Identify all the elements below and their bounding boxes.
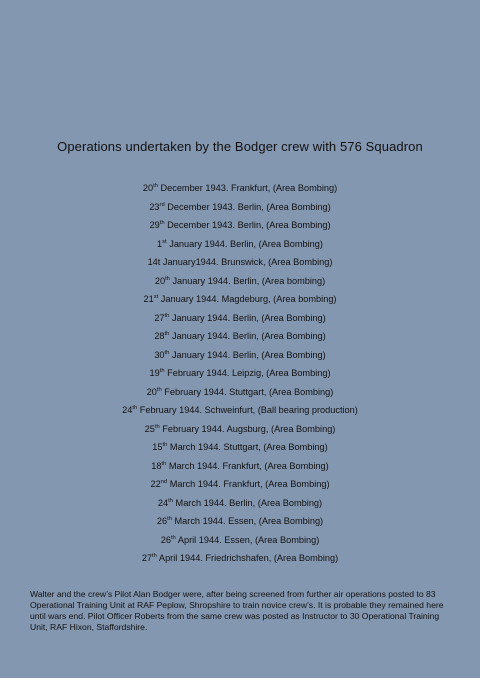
operation-item <box>0 383 480 402</box>
closing-paragraph: Walter and the crew’s Pilot Alan Bodger were, after being screened from further air operations posted to 83 Operational Training Unit at RAF Peplow, Shropshire to train novice crew’s. It is probable they remained here until wars end. Pilot Officer Roberts from the same crew was posted as Instructor to 30 Operational Training Unit, RAF Hixon, Staffordshire. <box>30 588 444 632</box>
operation-day-suffix: th <box>152 552 157 559</box>
operation-details: December 1943. Berlin, (Area Bombing) <box>164 220 331 230</box>
operation-details: March 1944. Frankfurt, (Area Bombing) <box>166 460 329 471</box>
operation-day-suffix: th <box>164 330 170 337</box>
operation-details: January 1944. Berlin, (Area bombing) <box>169 275 326 286</box>
operation-item <box>0 549 480 568</box>
operation-item <box>0 272 480 291</box>
operation-item <box>0 531 480 550</box>
operation-day: 24 <box>122 405 133 415</box>
operation-details: March 1944. Essen, (Area Bombing) <box>171 516 324 526</box>
operation-day-suffix: rd <box>159 201 165 208</box>
operation-item <box>0 420 480 439</box>
operation-day-suffix: th <box>156 386 162 393</box>
operation-item <box>0 327 480 346</box>
operation-details: February 1944. Augsburg, (Area Bombing) <box>159 423 336 434</box>
operation-day: 20 <box>146 386 157 397</box>
operation-day-suffix: th <box>162 441 168 448</box>
operation-day-suffix: th <box>164 349 170 356</box>
operation-day: 1 <box>157 238 163 249</box>
operation-day: 25 <box>144 423 155 434</box>
operation-day: 28 <box>154 331 165 341</box>
operation-item <box>0 494 480 513</box>
operation-day-suffix: th <box>161 460 167 467</box>
operation-item <box>0 216 480 235</box>
operation-day: 26 <box>156 516 168 526</box>
operation-item <box>0 235 480 254</box>
operation-item <box>0 253 480 272</box>
operation-details: April 1944. Essen, (Area Bombing) <box>175 534 320 545</box>
operation-day-suffix: nd <box>160 478 168 485</box>
operation-details: January 1944. Berlin, (Area Bombing) <box>169 312 326 323</box>
operation-day: 24 <box>157 497 169 508</box>
operation-day: 18 <box>151 460 162 471</box>
operation-details: January 1944. Magdeburg, (Area bombing) <box>158 294 337 304</box>
operation-day-suffix: th <box>168 497 173 504</box>
operation-day: 30 <box>154 349 165 360</box>
operation-day: 23 <box>149 201 160 212</box>
operation-details: January 1944. Berlin, (Area Bombing) <box>169 349 326 360</box>
operation-item <box>0 290 480 309</box>
operation-details: March 1944. Berlin, (Area Bombing) <box>172 497 323 508</box>
operation-day: 29 <box>149 220 160 230</box>
page-title: Operations undertaken by the Bodger crew with 576 Squadron <box>57 139 423 154</box>
operation-day: 26 <box>160 534 171 545</box>
operation-day: 14t January1944. Brunswick, (Area Bombing) <box>147 257 333 267</box>
operation-day-suffix: th <box>132 404 138 411</box>
operation-day-suffix: th <box>159 367 165 374</box>
operation-day-suffix: th <box>153 182 158 189</box>
operation-details: February 1944. Leipzig, (Area Bombing) <box>164 368 331 378</box>
operation-day-suffix: th <box>159 219 165 226</box>
operation-item <box>0 179 480 198</box>
operation-day-suffix: th <box>167 515 172 522</box>
operation-item <box>0 475 480 494</box>
operation-item <box>0 309 480 328</box>
operation-day-suffix: th <box>165 275 170 282</box>
operation-day-suffix: th <box>154 423 160 430</box>
operation-item <box>0 346 480 365</box>
operation-details: March 1944. Stuttgart, (Area Bombing) <box>167 442 328 452</box>
operation-item <box>0 364 480 383</box>
operation-item <box>0 438 480 457</box>
operation-item <box>0 512 480 531</box>
operation-day-suffix: th <box>164 312 170 319</box>
operation-details: December 1943. Berlin, (Area Bombing) <box>164 201 331 212</box>
operation-details: January 1944. Berlin, (Area Bombing) <box>166 238 323 249</box>
operation-details: February 1944. Schweinfurt, (Ball bearing production) <box>137 405 358 415</box>
operation-details: January 1944. Berlin, (Area Bombing) <box>169 331 326 341</box>
operation-item <box>0 457 480 476</box>
operation-details: February 1944. Stuttgart, (Area Bombing) <box>161 386 334 397</box>
operation-day: 19 <box>149 368 160 378</box>
operation-day: 27 <box>141 553 153 563</box>
operation-day: 20 <box>154 275 166 286</box>
operation-day-suffix: th <box>170 534 176 541</box>
operation-item <box>0 401 480 420</box>
operation-day-suffix: st <box>153 293 159 300</box>
operation-day: 21 <box>143 294 154 304</box>
operation-day: 27 <box>154 312 165 323</box>
operation-details: April 1944. Friedrichshafen, (Area Bombing) <box>156 553 339 563</box>
operation-details: March 1944. Frankfurt, (Area Bombing) <box>167 479 330 489</box>
operation-details: December 1943. Frankfurt, (Area Bombing) <box>157 183 338 193</box>
operation-day: 20 <box>142 183 154 193</box>
operation-item <box>0 198 480 217</box>
operation-day: 22 <box>150 479 161 489</box>
operation-day-suffix: st <box>162 238 167 245</box>
operation-day: 15 <box>152 442 163 452</box>
operations-list <box>0 179 480 568</box>
